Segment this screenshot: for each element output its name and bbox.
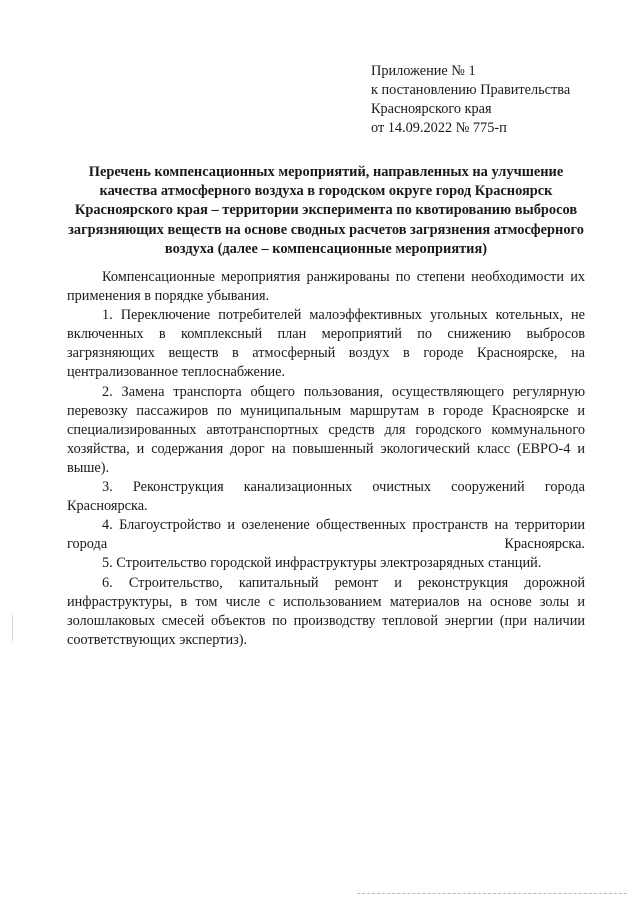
scan-artifact xyxy=(12,615,13,641)
appendix-date-number: от 14.09.2022 № 775-п xyxy=(371,120,507,136)
intro-paragraph: Компенсационные мероприятия ранжированы по степени необходимости их применения в порядке убывания. xyxy=(67,269,585,305)
list-item: 4. Благоустройство и озеленение общественных пространств на территории города Красноярска. xyxy=(67,517,585,553)
appendix-resolution-ref: к постановлению Правительства xyxy=(371,82,571,98)
appendix-region: Красноярского края xyxy=(371,101,492,117)
list-item: 1. Переключение потребителей малоэффективных угольных котельных, не включенных в комплексный план мероприятий по снижению выбросов загрязняющих веществ в атмосферный воздух в городе Красноярске, на централизованное теплоснабжение. xyxy=(67,307,585,381)
list-item: 2. Замена транспорта общего пользования, осуществляющего регулярную перевозку пассажиров по муниципальным маршрутам в городе Красноярске и специализированных автотранспортных средств для городского коммунального хозяйства, и содержания дорог на повышенный экологический класс (ЕВРО-4 и выше). xyxy=(67,383,585,476)
bottom-divider xyxy=(357,893,627,894)
list-item: 3. Реконструкция канализационных очистных сооружений города Красноярска. xyxy=(67,479,585,515)
appendix-number: Приложение № 1 xyxy=(371,63,476,79)
list-item: 6. Строительство, капитальный ремонт и реконструкция дорожной инфраструктуры, в том числе с использованием материалов на основе золы и золошлаковых смесей объектов по производству тепловой энергии (при наличии соответствующих экспертиз). xyxy=(67,574,585,648)
list-item: 5. Строительство городской инфраструктуры электрозарядных станций. xyxy=(102,555,542,572)
document-title: Перечень компенсационных мероприятий, направленных на улучшение качества атмосферного воздуха в городском округе город Красноярск Красноярского края – территории эксперимента по квотированию выбросов загрязняющих веществ на основе сводных расчетов загрязнения атмосферного воздуха (далее – компенсационные мероприятия) xyxy=(68,164,584,257)
document-body xyxy=(67,268,585,650)
appendix-block xyxy=(371,62,621,138)
